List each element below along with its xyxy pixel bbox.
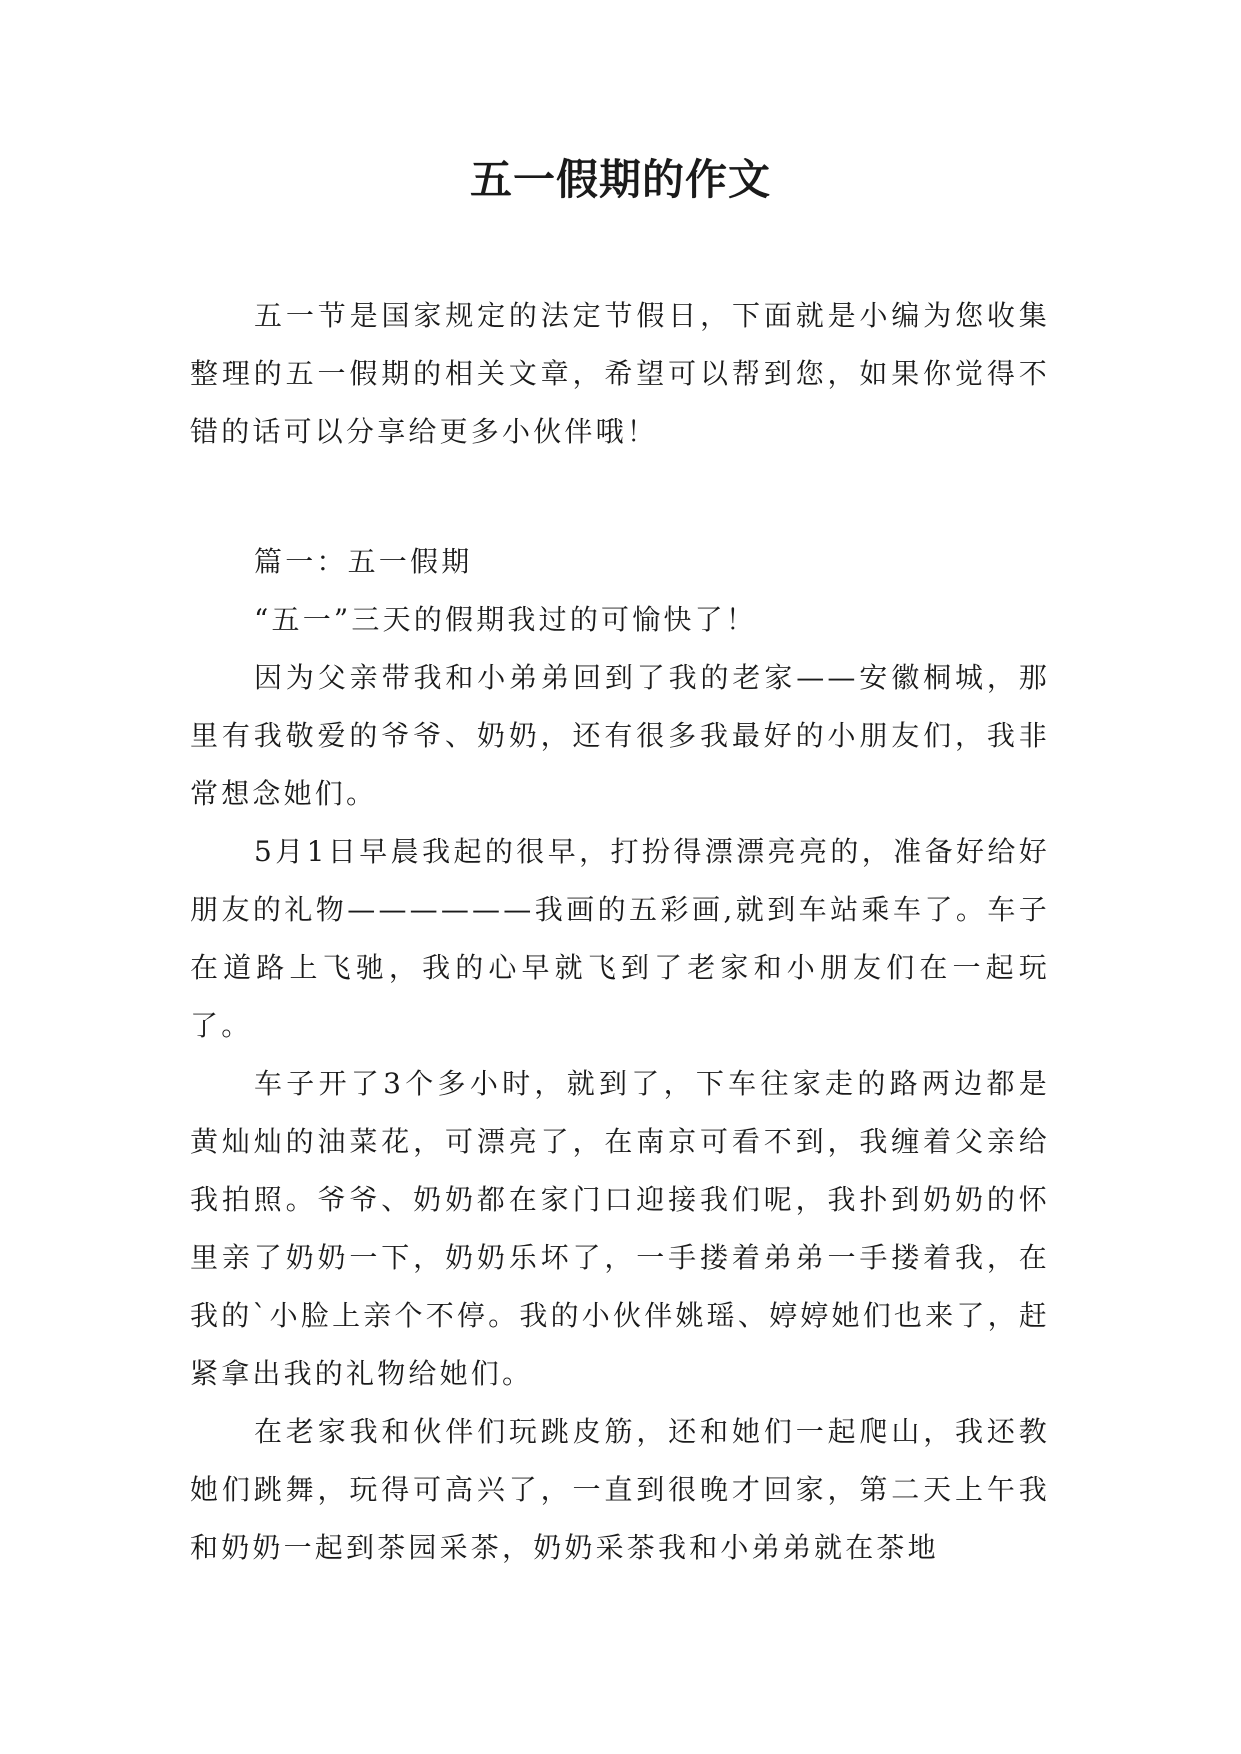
- document-body: [190, 287, 1050, 1577]
- intro-paragraph: 五一节是国家规定的法定节假日，下面就是小编为您收集整理的五一假期的相关文章，希望可以帮到您，如果你觉得不错的话可以分享给更多小伙伴哦！: [190, 299, 1050, 448]
- body-paragraph: 5月1日早晨我起的很早，打扮得漂漂亮亮的，准备好给好朋友的礼物——————我画的五彩画,就到车站乘车了。车子在道路上飞驰，我的心早就飞到了老家和小朋友们在一起玩了。: [190, 835, 1050, 1042]
- section-spacer: [190, 461, 1050, 533]
- section-heading: 篇一：五一假期: [254, 545, 473, 578]
- body-paragraph: 在老家我和伙伴们玩跳皮筋，还和她们一起爬山，我还教她们跳舞，玩得可高兴了，一直到很晚才回家，第二天上午我和奶奶一起到茶园采茶，奶奶采茶我和小弟弟就在茶地: [190, 1415, 1050, 1564]
- body-paragraph: 因为父亲带我和小弟弟回到了我的老家——安徽桐城，那里有我敬爱的爷爷、奶奶，还有很多我最好的小朋友们，我非常想念她们。: [190, 661, 1050, 810]
- body-paragraph: “五一”三天的假期我过的可愉快了！: [254, 603, 758, 636]
- document-title: 五一假期的作文: [469, 155, 771, 204]
- body-paragraph: 车子开了3个多小时，就到了，下车往家走的路两边都是黄灿灿的油菜花，可漂亮了，在南京可看不到，我缠着父亲给我拍照。爷爷、奶奶都在家门口迎接我们呢，我扑到奶奶的怀里亲了奶奶一下，奶奶乐坏了，一手搂着弟弟一手搂着我，在我的`小脸上亲个不停。我的小伙伴姚瑶、婷婷她们也来了，赶紧拿出我的礼物给她们。: [190, 1067, 1050, 1390]
